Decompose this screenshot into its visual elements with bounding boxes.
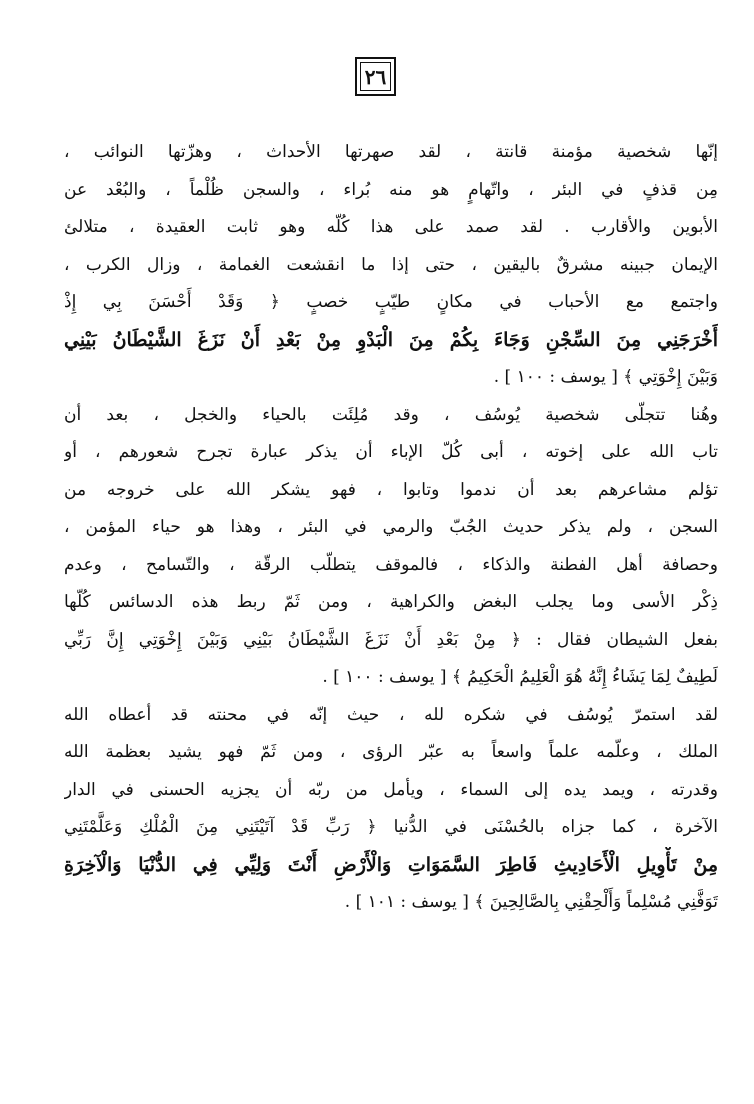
text-line: وقدرته ، ويمد يده إلى السماء ، ويأمل من ربّه أن يجزيه الحسنى في الدار [64, 779, 718, 800]
text-line: الآخرة ، كما جزاه بالحُسْنَى في الدُّنيا ﴿ رَبِّ قَدْ آتَيْتَنِي مِنَ الْمُلْكِ وَعَلَّمْتَنِي [64, 817, 718, 837]
text-line: تاب الله على إخوته ، أبى كُلّ الإباء أن يذكر عبارة تجرح شعورهم ، أو [64, 442, 718, 462]
text-line: مِن قذفٍ في البئر ، واتّهامٍ هو منه بُراء ، والسجن ظُلْماً ، والبُعْد عن [64, 179, 718, 200]
text-line: السجن ، ولم يذكر حديث الجُبّ والرمي في البئر ، وهذا هو حياء المؤمن ، [64, 517, 718, 537]
text-line: وَبَيْنَ إِخْوَتِي ﴾ [ يوسف : ١٠٠ ] . [493, 367, 718, 387]
text-line: وحصافة أهل الفطنة والذكاء ، فالموقف يتطلّب الرقّة ، والتّسامح ، وعدم [64, 554, 718, 575]
text-line: لَطِيفٌ لِمَا يَشَاءُ إِنَّهُ هُوَ الْعَلِيمُ الْحَكِيمُ ﴾ [ يوسف : ١٠٠ ] . [322, 667, 718, 687]
text-line: تؤلم مشاعرهم بعد أن ندموا وتابوا ، فهو يشكر الله على خروجه من [64, 479, 718, 500]
text-line: وهُنا تتجلّى شخصية يُوسُف ، وقد مُلِئَت بالحياء والخجل ، بعد أن [64, 404, 718, 425]
text-body [64, 134, 718, 922]
text-line: مِنْ تَأْوِيلِ الْأَحَادِيثِ فَاطِرَ السَّمَوَاتِ وَالْأَرْضِ أَنْتَ وَلِيِّي فِي الدُّنْيَا وَالْآخِرَةِ [64, 853, 718, 876]
text-line: الملك ، وعلّمه علماً واسعاً به عبّر الرؤى ، ومن ثَمّ فهو يشيد بعظمة الله [64, 742, 718, 762]
text-line: الأبوين والأقارب . لقد صمد على هذا كُلّه وهو ثابت العقيدة ، متلالئ [64, 217, 718, 237]
text-line: إنّها شخصية مؤمنة قانتة ، لقد صهرتها الأحداث ، وهزّتها النوائب ، [64, 142, 718, 162]
text-line: الإيمان جبينه مشرقٌ باليقين ، حتى إذا ما انقشعت الغمامة ، وزال الكرب ، [64, 254, 718, 275]
text-line: لقد استمرّ يُوسُف في شكره لله ، حيث إنّه في محنته قد أعطاه الله [64, 704, 718, 725]
text-line: ذِكْر الأسى وما يجلب البغض والكراهية ، ومن ثَمّ ربط هذه الدسائس كُلّها [64, 592, 718, 612]
text-line: بفعل الشيطان فقال : ﴿ مِنْ بَعْدِ أَنْ نَزَغَ الشَّيْطَانُ بَيْنِي وَبَيْنَ إِخْوَتِي إِنَّ رَبِّي [64, 629, 718, 650]
text-line: تَوَفَّنِي مُسْلِماً وَأَلْحِقْنِي بِالصَّالِحِينَ ﴾ [ يوسف : ١٠١ ] . [344, 892, 718, 912]
text-line: أَخْرَجَنِي مِنَ السِّجْنِ وَجَاءَ بِكُمْ مِنَ الْبَدْوِ مِنْ بَعْدِ أَنْ نَزَغَ الشَّيْطَانُ بَيْنِي [64, 328, 718, 351]
page-number: ٢٦ [355, 57, 396, 96]
text-line: واجتمع مع الأحباب في مكانٍ طيّبٍ خصبٍ ﴿ وَقَدْ أَحْسَنَ بِي إِذْ [64, 292, 718, 312]
